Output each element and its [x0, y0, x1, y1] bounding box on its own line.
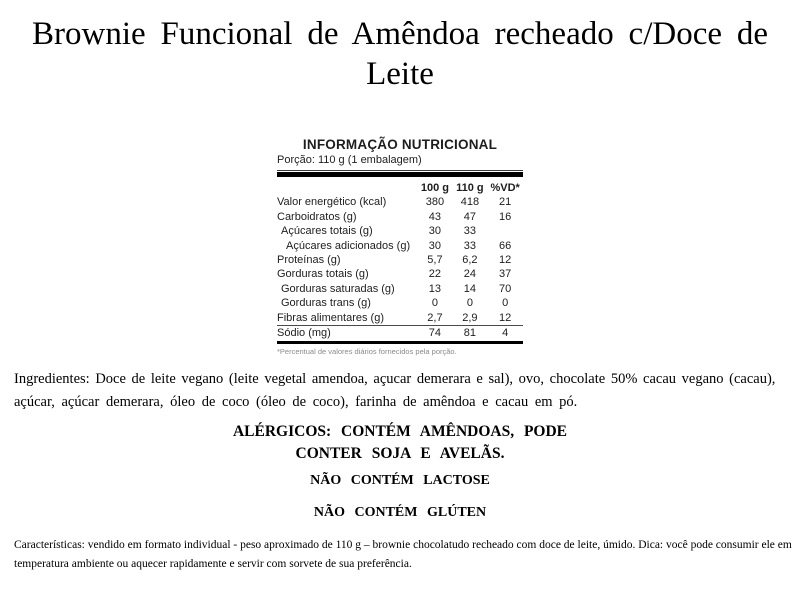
nutrient-label: Gorduras totais (g) [277, 268, 369, 281]
value-100g: 30 [428, 225, 442, 238]
value-100g: 30 [428, 239, 442, 252]
nutrient-label: Açúcares totais (g) [281, 225, 373, 238]
nutrient-label: Carboidratos (g) [277, 210, 357, 223]
value-110g: 6,2 [462, 254, 478, 267]
value-110g: 14 [463, 282, 476, 295]
value-vd: 16 [499, 210, 512, 223]
value-100g: 2,7 [427, 311, 443, 324]
value-vd: 70 [499, 282, 512, 295]
characteristics-line-2: temperatura ambiente ou aquecer rapidamente e servir com sorvete de sua preferência. [14, 558, 412, 570]
value-110g: 0 [466, 297, 473, 310]
nutrient-label: Fibras alimentares (g) [277, 311, 384, 324]
lactose-free-notice: NÃO CONTÉM LACTOSE [310, 473, 490, 488]
page-title-line-2: Leite [366, 56, 434, 92]
ingredients-line-1: Ingredientes: Doce de leite vegano (leite vegetal amendoa, açucar demerara e sal), ovo, chocolate 50% cacau vegano (cacau), [14, 371, 776, 387]
nutrition-facts-panel [277, 137, 523, 356]
value-vd [487, 224, 523, 238]
table-row-sodium [277, 326, 523, 341]
value-100g: 0 [431, 297, 438, 310]
value-100g: 43 [428, 210, 442, 223]
table-row-saturated-fat [277, 282, 523, 296]
value-vd: 4 [487, 326, 523, 341]
table-row-total-sugars [277, 224, 523, 238]
allergens-line-1: ALÉRGICOS: CONTÉM AMÊNDOAS, PODE [232, 423, 568, 440]
value-vd: 0 [502, 297, 509, 310]
table-row-trans-fat [277, 296, 523, 310]
value-vd: 12 [499, 311, 512, 324]
nutrition-header-spacer [277, 181, 417, 195]
value-110g: 33 [463, 225, 476, 238]
value-vd: 37 [499, 268, 512, 281]
value-110g: 2,9 [462, 311, 478, 324]
nutrient-label: Sódio (mg) [277, 326, 417, 341]
value-110g: 418 [460, 196, 480, 209]
allergens-line-2: CONTER SOJA E AVELÃS. [295, 445, 505, 462]
column-header-100g: 100 g [420, 182, 449, 194]
value-110g: 33 [463, 239, 476, 252]
nutrition-header-row [277, 181, 523, 195]
allergens-notice [0, 421, 800, 465]
value-100g: 5,7 [427, 254, 443, 267]
nutrition-footnote: *Percentual de valores diários fornecidos pela porção. [277, 347, 457, 357]
page-title [32, 14, 768, 94]
value-vd: 12 [499, 254, 512, 267]
nutrition-table [277, 181, 523, 340]
nutrient-label: Valor energético (kcal) [277, 196, 387, 209]
table-row-energy [277, 195, 523, 209]
value-vd: 66 [499, 239, 512, 252]
table-row-total-fat [277, 267, 523, 281]
value-110g: 24 [463, 268, 476, 281]
table-row-added-sugars [277, 239, 523, 253]
value-110g: 47 [463, 210, 476, 223]
value-100g: 380 [425, 196, 445, 209]
value-100g: 74 [417, 326, 452, 341]
nutrition-portion: Porção: 110 g (1 embalagem) [277, 154, 523, 171]
gluten-free-notice: NÃO CONTÉM GLÚTEN [313, 505, 487, 520]
table-row-protein [277, 253, 523, 267]
value-100g: 22 [428, 268, 442, 281]
value-100g: 13 [428, 282, 442, 295]
value-110g: 81 [452, 326, 487, 341]
table-row-fiber [277, 311, 523, 326]
nutrition-bottom-divider [277, 341, 523, 344]
column-header-vd: %VD* [490, 182, 520, 194]
nutrient-label: Gorduras trans (g) [281, 297, 371, 310]
ingredients-paragraph [14, 368, 776, 414]
nutrient-label: Açúcares adicionados (g) [286, 239, 411, 252]
table-row-carbs [277, 210, 523, 224]
value-vd: 21 [499, 196, 512, 209]
nutrition-divider-thick [277, 172, 523, 177]
nutrient-label: Proteínas (g) [277, 254, 341, 267]
ingredients-line-2: açúcar, açúcar demerara, óleo de coco (óleo de coco), farinha de amêndoa e cacau em pó. [14, 394, 578, 410]
column-header-110g: 110 g [456, 182, 484, 194]
page-title-line-1: Brownie Funcional de Amêndoa recheado c/Doce de [32, 16, 768, 52]
nutrient-label: Gorduras saturadas (g) [281, 282, 395, 295]
nutrition-title: INFORMAÇÃO NUTRICIONAL [302, 137, 498, 152]
characteristics-line-1: Características: vendido em formato individual - peso aproximado de 110 g – brownie chocolatudo recheado com doce de leite, úmido. Dica: você pode consumir ele em [14, 539, 792, 551]
characteristics-paragraph [14, 536, 792, 574]
